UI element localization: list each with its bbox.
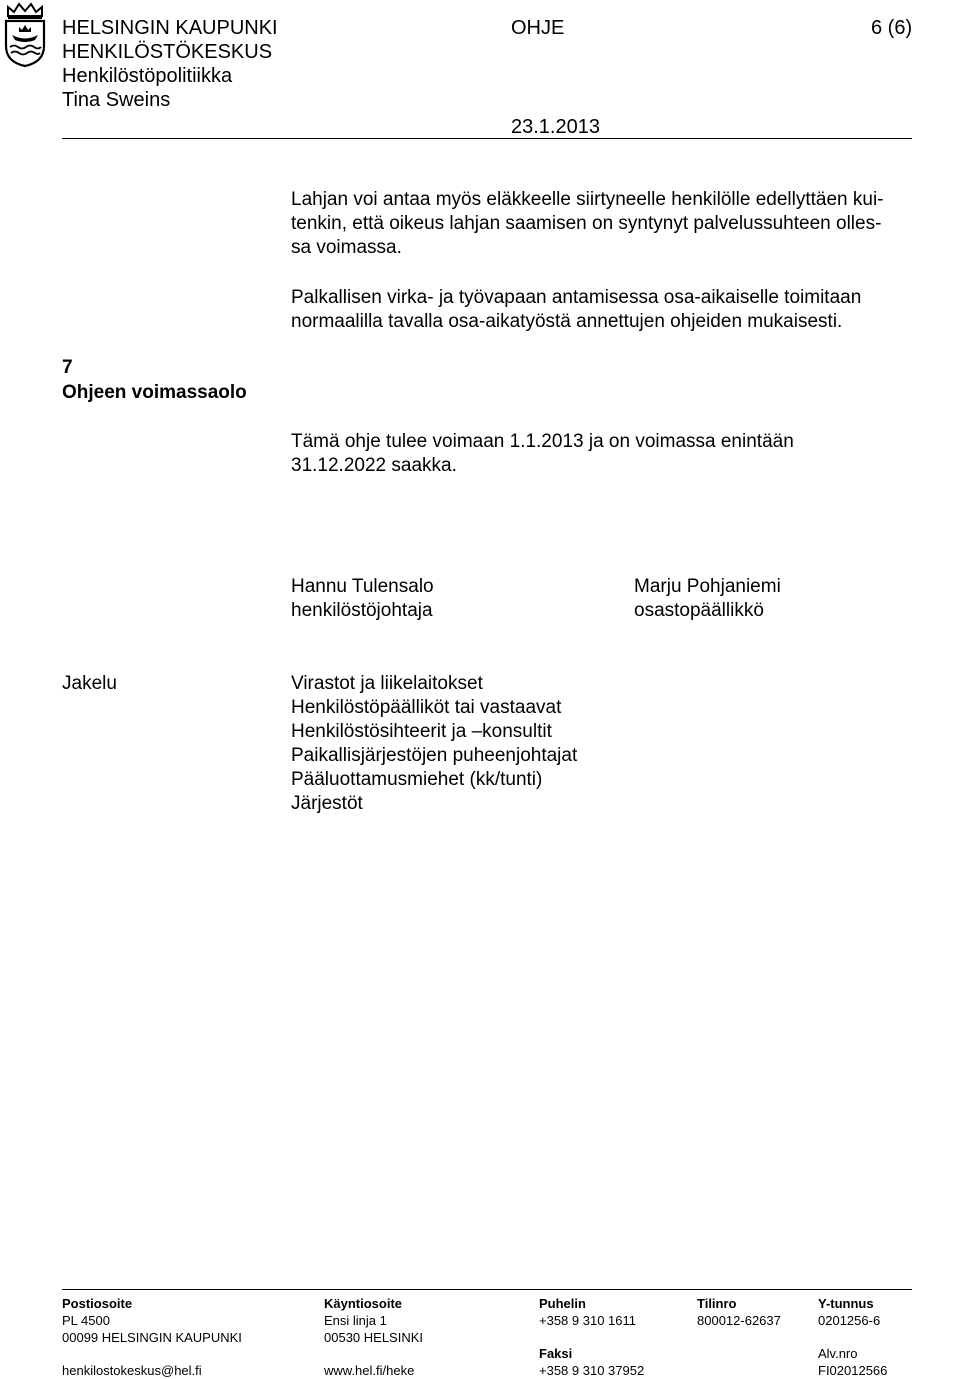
doc-type: OHJE <box>511 17 565 39</box>
footer-postal-line2: 00099 HELSINGIN KAUPUNKI <box>62 1330 242 1345</box>
para2-line1: Palkallisen virka- ja työvapaan antamisessa osa-aikaiselle toimitaan <box>291 287 862 308</box>
footer-postal-label: Postiosoite <box>62 1296 133 1311</box>
footer-email: henkilostokeskus@hel.fi <box>62 1363 202 1378</box>
department: Henkilöstöpolitiikka <box>62 65 233 87</box>
distribution-item: Henkilöstösihteerit ja –konsultit <box>291 721 552 742</box>
signer1-title: henkilöstöjohtaja <box>291 600 433 621</box>
para1-line3: sa voimassa. <box>291 237 402 258</box>
org-name: HELSINGIN KAUPUNKI <box>62 17 278 39</box>
page-number: 6 (6) <box>871 17 913 39</box>
footer-visit-line1: Ensi linja 1 <box>324 1313 387 1328</box>
signer2-title: osastopäällikkö <box>634 600 764 621</box>
footer-phone-label: Puhelin <box>539 1296 586 1311</box>
signer1-name: Hannu Tulensalo <box>291 576 434 597</box>
signer2-name: Marju Pohjaniemi <box>634 576 781 597</box>
header-divider <box>62 138 912 139</box>
footer-fax-label: Faksi <box>539 1346 573 1361</box>
distribution-label: Jakelu <box>62 673 117 694</box>
footer-business-id: 0201256-6 <box>818 1313 881 1328</box>
footer-visit-label: Käyntiosoite <box>324 1296 403 1311</box>
footer-fax: +358 9 310 37952 <box>539 1363 645 1378</box>
helsinki-crest-logo <box>2 2 48 68</box>
footer-divider <box>62 1289 912 1290</box>
distribution-item: Järjestöt <box>291 793 363 814</box>
org-unit: HENKILÖSTÖKESKUS <box>62 41 273 63</box>
footer-vat: FI02012566 <box>818 1363 888 1378</box>
distribution-item: Virastot ja liikelaitokset <box>291 673 483 694</box>
para2-line2: normaalilla tavalla osa-aikatyöstä annettujen ohjeiden mukaisesti. <box>291 311 843 332</box>
footer-account: 800012-62637 <box>697 1313 781 1328</box>
validity-line2: 31.12.2022 saakka. <box>291 455 457 476</box>
distribution-item: Paikallisjärjestöjen puheenjohtajat <box>291 745 578 766</box>
footer-business-id-label: Y-tunnus <box>818 1296 874 1311</box>
para1-line1: Lahjan voi antaa myös eläkkeelle siirtyneelle henkilölle edellyttäen kui- <box>291 189 884 210</box>
doc-date: 23.1.2013 <box>511 116 600 138</box>
section-title: Ohjeen voimassaolo <box>62 382 247 403</box>
footer-vat-label: Alv.nro <box>818 1346 858 1361</box>
footer-phone: +358 9 310 1611 <box>539 1313 636 1328</box>
author: Tina Sweins <box>62 89 171 111</box>
footer-web: www.hel.fi/heke <box>324 1363 415 1378</box>
footer-account-label: Tilinro <box>697 1296 737 1311</box>
distribution-item: Henkilöstöpäälliköt tai vastaavat <box>291 697 562 718</box>
para1-line2: tenkin, että oikeus lahjan saamisen on syntynyt palvelussuhteen olles- <box>291 213 882 234</box>
section-number: 7 <box>62 357 73 378</box>
footer-postal-line1: PL 4500 <box>62 1313 110 1328</box>
distribution-item: Pääluottamusmiehet (kk/tunti) <box>291 769 543 790</box>
validity-line1: Tämä ohje tulee voimaan 1.1.2013 ja on voimassa enintään <box>291 431 794 452</box>
footer-visit-line2: 00530 HELSINKI <box>324 1330 424 1345</box>
